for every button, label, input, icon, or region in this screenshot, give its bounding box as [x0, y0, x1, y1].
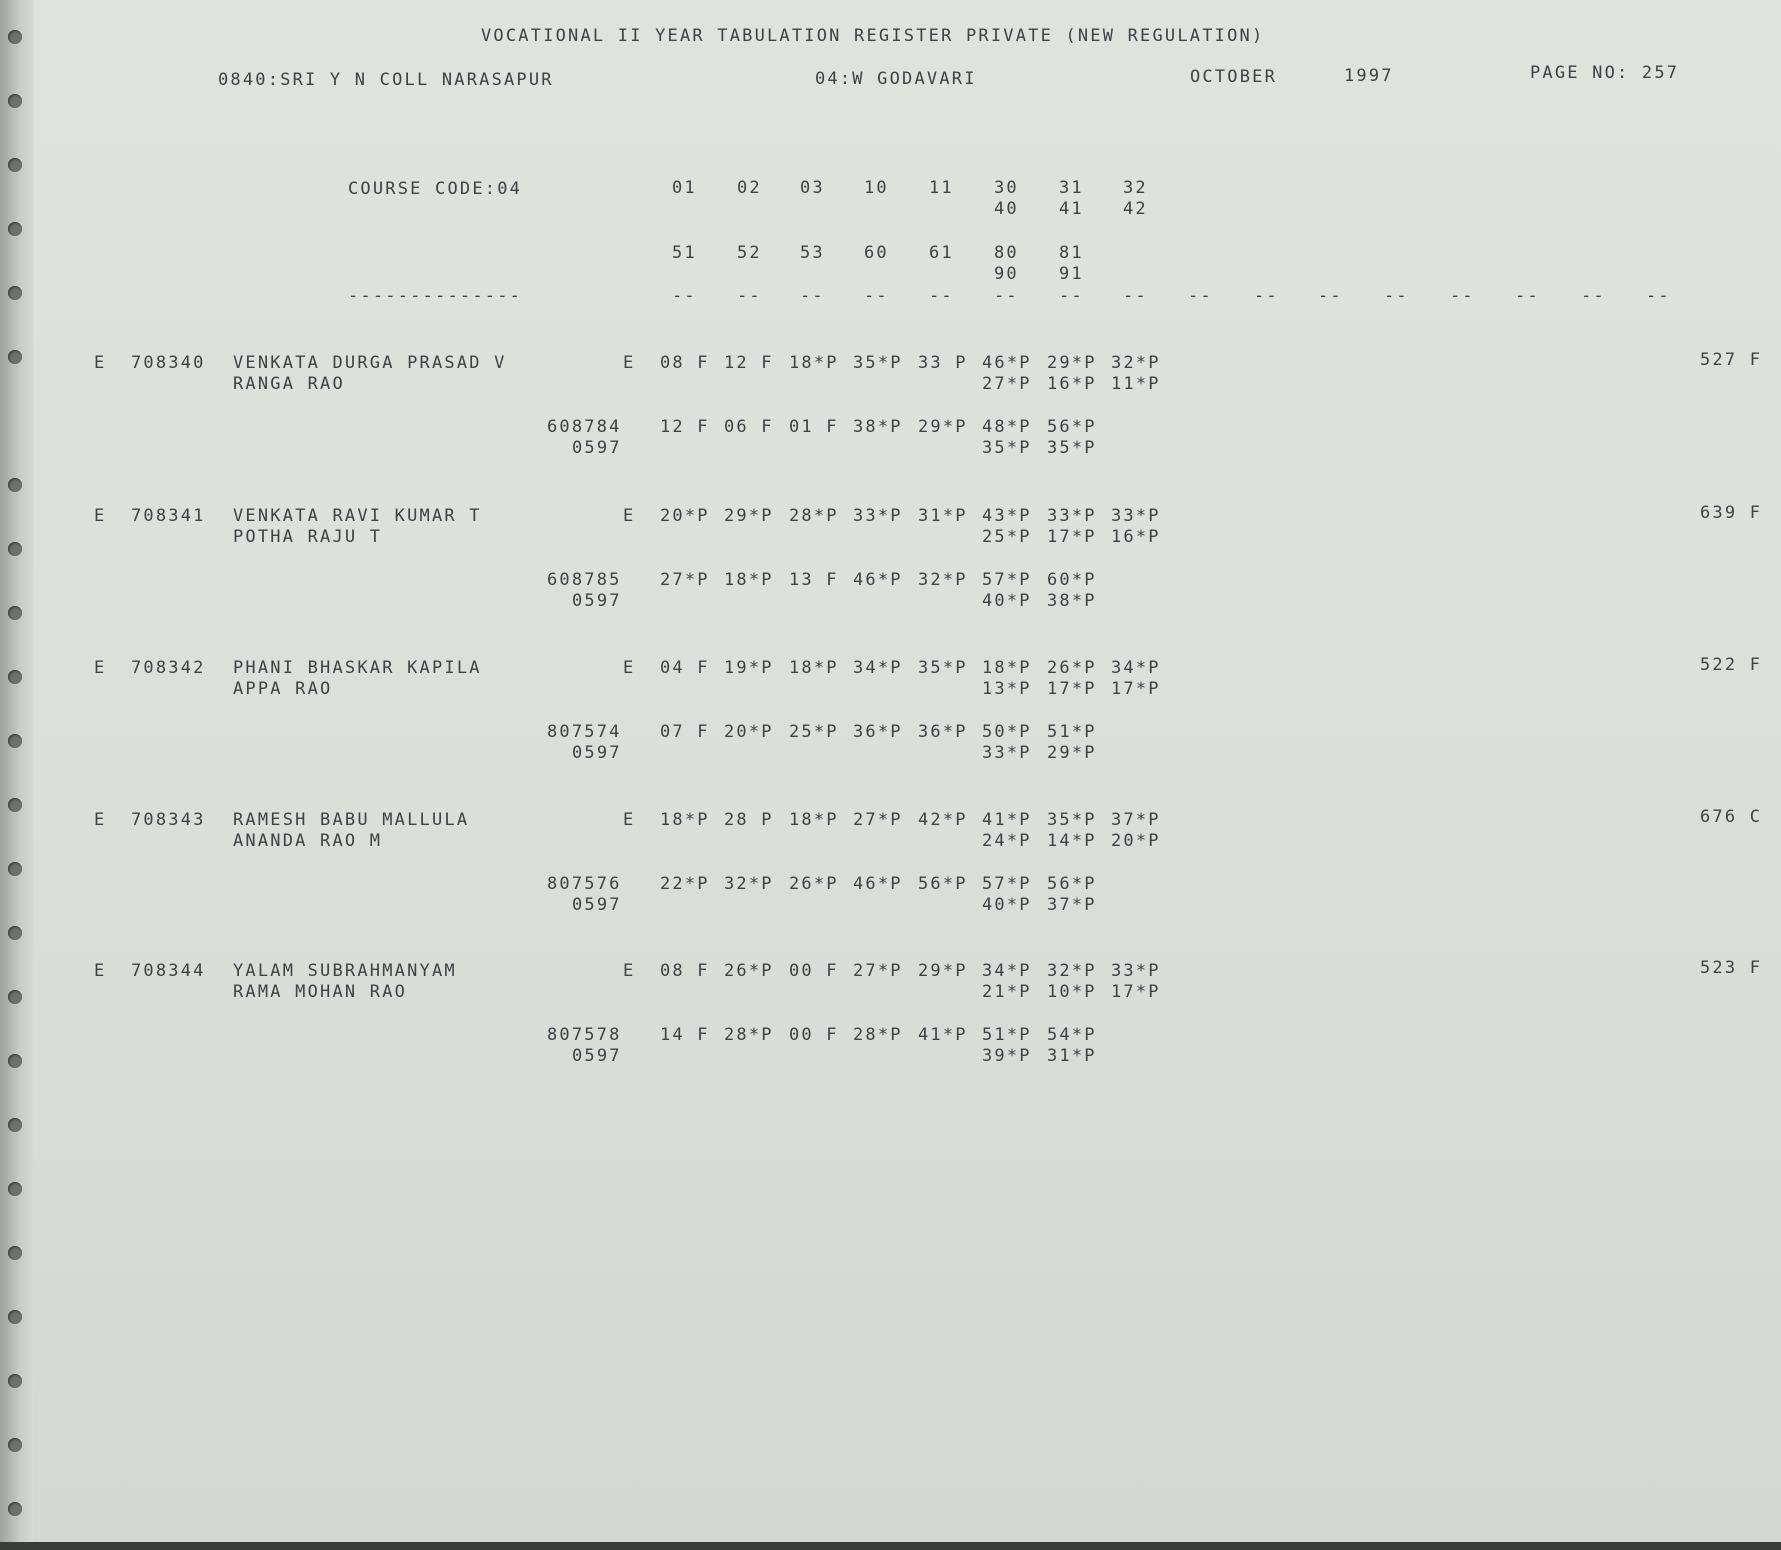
roll-number: 708341 [131, 506, 206, 526]
column-dash: -- [1254, 286, 1279, 306]
column-dash: -- [1384, 286, 1409, 306]
previous-subject-mark: 12 F [660, 417, 710, 437]
binding-hole [8, 350, 22, 364]
exam-code: E [623, 506, 636, 526]
previous-subject-mark: 18*P [724, 570, 774, 590]
binding-strip [0, 0, 34, 1550]
record-flag: E [94, 961, 107, 981]
father-name: ANANDA RAO M [233, 831, 383, 851]
previous-subject-mark: 22*P [660, 874, 710, 894]
binding-hole [8, 1246, 22, 1260]
previous-subject-mark: 57*P [982, 570, 1032, 590]
subject-mark: 29*P [918, 961, 968, 981]
subject-mark: 27*P [982, 374, 1032, 394]
previous-exam-date: 0597 [572, 895, 622, 915]
subject-mark: 33*P [1111, 961, 1161, 981]
previous-subject-mark: 50*P [982, 722, 1032, 742]
column-dash: -- [672, 286, 697, 306]
previous-subject-mark: 40*P [982, 895, 1032, 915]
record-flag: E [94, 810, 107, 830]
student-name: VENKATA RAVI KUMAR T [233, 506, 482, 526]
subject-mark: 25*P [982, 527, 1032, 547]
previous-subject-mark: 38*P [853, 417, 903, 437]
subject-mark: 04 F [660, 658, 710, 678]
page-bottom-edge [0, 1542, 1781, 1550]
subject-mark: 31*P [918, 506, 968, 526]
binding-hole [8, 222, 22, 236]
subject-mark: 00 F [789, 961, 839, 981]
subject-code: 52 [737, 243, 762, 263]
subject-mark: 10*P [1047, 982, 1097, 1002]
roll-number: 708344 [131, 961, 206, 981]
subject-code: 32 [1123, 178, 1148, 198]
subject-mark: 28 P [724, 810, 774, 830]
column-dash: -- [1515, 286, 1540, 306]
subject-mark: 27*P [853, 961, 903, 981]
previous-subject-mark: 14 F [660, 1025, 710, 1045]
record-flag: E [94, 506, 107, 526]
previous-exam-date: 0597 [572, 438, 622, 458]
previous-subject-mark: 56*P [1047, 874, 1097, 894]
binding-hole [8, 606, 22, 620]
previous-roll-number: 807574 [547, 722, 622, 742]
roll-number: 708340 [131, 353, 206, 373]
previous-subject-mark: 36*P [918, 722, 968, 742]
previous-subject-mark: 56*P [1047, 417, 1097, 437]
previous-subject-mark: 48*P [982, 417, 1032, 437]
total-and-result: 639 F [1700, 503, 1763, 523]
subject-code: 61 [929, 243, 954, 263]
subject-mark: 35*P [853, 353, 903, 373]
subject-mark: 32*P [1111, 353, 1161, 373]
subject-code: 90 [994, 264, 1019, 284]
previous-subject-mark: 46*P [853, 570, 903, 590]
subject-mark: 08 F [660, 353, 710, 373]
previous-subject-mark: 32*P [724, 874, 774, 894]
column-dash: -- [1318, 286, 1343, 306]
subject-mark: 26*P [724, 961, 774, 981]
subject-mark: 16*P [1047, 374, 1097, 394]
previous-subject-mark: 40*P [982, 591, 1032, 611]
subject-code: 02 [737, 178, 762, 198]
subject-mark: 34*P [853, 658, 903, 678]
previous-subject-mark: 07 F [660, 722, 710, 742]
record-flag: E [94, 658, 107, 678]
previous-subject-mark: 29*P [1047, 743, 1097, 763]
subject-mark: 18*P [789, 353, 839, 373]
subject-mark: 08 F [660, 961, 710, 981]
binding-hole [8, 158, 22, 172]
previous-subject-mark: 33*P [982, 743, 1032, 763]
previous-roll-number: 807578 [547, 1025, 622, 1045]
previous-subject-mark: 00 F [789, 1025, 839, 1045]
subject-code: 30 [994, 178, 1019, 198]
exam-code: E [623, 353, 636, 373]
previous-subject-mark: 46*P [853, 874, 903, 894]
subject-mark: 14*P [1047, 831, 1097, 851]
binding-hole [8, 1310, 22, 1324]
roll-number: 708342 [131, 658, 206, 678]
column-dash: -- [864, 286, 889, 306]
column-dash: -- [737, 286, 762, 306]
column-dash: -- [1123, 286, 1148, 306]
subject-mark: 34*P [1111, 658, 1161, 678]
subject-mark: 24*P [982, 831, 1032, 851]
subject-mark: 33 P [918, 353, 968, 373]
student-name: RAMESH BABU MALLULA [233, 810, 470, 830]
previous-subject-mark: 36*P [853, 722, 903, 742]
subject-mark: 34*P [982, 961, 1032, 981]
subject-mark: 32*P [1047, 961, 1097, 981]
previous-subject-mark: 31*P [1047, 1046, 1097, 1066]
previous-subject-mark: 20*P [724, 722, 774, 742]
previous-subject-mark: 35*P [982, 438, 1032, 458]
column-dash: -- [994, 286, 1019, 306]
subject-mark: 27*P [853, 810, 903, 830]
column-dash: -- [1646, 286, 1671, 306]
subject-code: 60 [864, 243, 889, 263]
column-dash: -- [1581, 286, 1606, 306]
subject-mark: 17*P [1111, 982, 1161, 1002]
column-dash: -- [929, 286, 954, 306]
district-name: 04:W GODAVARI [815, 69, 977, 89]
subject-mark: 12 F [724, 353, 774, 373]
total-and-result: 522 F [1700, 655, 1763, 675]
previous-subject-mark: 57*P [982, 874, 1032, 894]
previous-subject-mark: 51*P [1047, 722, 1097, 742]
previous-subject-mark: 06 F [724, 417, 774, 437]
student-name: YALAM SUBRAHMANYAM [233, 961, 457, 981]
previous-subject-mark: 29*P [918, 417, 968, 437]
column-dash: -- [800, 286, 825, 306]
subject-code: 03 [800, 178, 825, 198]
subject-mark: 28*P [789, 506, 839, 526]
subject-mark: 33*P [1111, 506, 1161, 526]
exam-code: E [623, 658, 636, 678]
binding-hole [8, 862, 22, 876]
subject-mark: 29*P [724, 506, 774, 526]
previous-subject-mark: 28*P [853, 1025, 903, 1045]
binding-hole [8, 798, 22, 812]
subject-mark: 21*P [982, 982, 1032, 1002]
father-name: APPA RAO [233, 679, 333, 699]
subject-code: 91 [1059, 264, 1084, 284]
binding-hole [8, 990, 22, 1004]
previous-roll-number: 608785 [547, 570, 622, 590]
binding-hole [8, 1182, 22, 1196]
subject-mark: 33*P [1047, 506, 1097, 526]
student-name: PHANI BHASKAR KAPILA [233, 658, 482, 678]
previous-subject-mark: 54*P [1047, 1025, 1097, 1045]
previous-subject-mark: 26*P [789, 874, 839, 894]
previous-subject-mark: 41*P [918, 1025, 968, 1045]
subject-code: 31 [1059, 178, 1084, 198]
binding-hole [8, 542, 22, 556]
previous-subject-mark: 60*P [1047, 570, 1097, 590]
subject-code: 40 [994, 199, 1019, 219]
previous-subject-mark: 27*P [660, 570, 710, 590]
register-title: VOCATIONAL II YEAR TABULATION REGISTER PRIVATE (NEW REGULATION) [481, 26, 1265, 46]
binding-hole [8, 1118, 22, 1132]
subject-mark: 42*P [918, 810, 968, 830]
subject-code: 11 [929, 178, 954, 198]
subject-mark: 43*P [982, 506, 1032, 526]
subject-code: 42 [1123, 199, 1148, 219]
subject-code: 01 [672, 178, 697, 198]
binding-hole [8, 670, 22, 684]
exam-year: 1997 [1344, 66, 1394, 86]
previous-roll-number: 807576 [547, 874, 622, 894]
previous-subject-mark: 51*P [982, 1025, 1032, 1045]
binding-hole [8, 286, 22, 300]
subject-mark: 26*P [1047, 658, 1097, 678]
subject-code: 53 [800, 243, 825, 263]
subject-mark: 17*P [1047, 527, 1097, 547]
subject-mark: 16*P [1111, 527, 1161, 547]
subject-code: 81 [1059, 243, 1084, 263]
previous-subject-mark: 32*P [918, 570, 968, 590]
previous-roll-number: 608784 [547, 417, 622, 437]
roll-number: 708343 [131, 810, 206, 830]
course-code-underline: -------------- [348, 286, 523, 306]
binding-hole [8, 734, 22, 748]
binding-hole [8, 1374, 22, 1388]
subject-mark: 18*P [982, 658, 1032, 678]
binding-hole [8, 1502, 22, 1516]
subject-code: 80 [994, 243, 1019, 263]
exam-code: E [623, 961, 636, 981]
binding-hole [8, 478, 22, 492]
subject-mark: 41*P [982, 810, 1032, 830]
subject-code: 41 [1059, 199, 1084, 219]
father-name: RANGA RAO [233, 374, 345, 394]
subject-mark: 37*P [1111, 810, 1161, 830]
subject-code: 51 [672, 243, 697, 263]
previous-subject-mark: 37*P [1047, 895, 1097, 915]
subject-mark: 17*P [1111, 679, 1161, 699]
subject-mark: 18*P [789, 810, 839, 830]
previous-subject-mark: 39*P [982, 1046, 1032, 1066]
subject-mark: 18*P [660, 810, 710, 830]
father-name: POTHA RAJU T [233, 527, 383, 547]
total-and-result: 527 F [1700, 350, 1763, 370]
column-dash: -- [1450, 286, 1475, 306]
column-dash: -- [1059, 286, 1084, 306]
total-and-result: 523 F [1700, 958, 1763, 978]
binding-hole [8, 94, 22, 108]
college-name: 0840:SRI Y N COLL NARASAPUR [218, 70, 554, 90]
binding-hole [8, 1438, 22, 1452]
previous-subject-mark: 35*P [1047, 438, 1097, 458]
column-dash: -- [1188, 286, 1213, 306]
previous-exam-date: 0597 [572, 591, 622, 611]
subject-mark: 17*P [1047, 679, 1097, 699]
subject-mark: 18*P [789, 658, 839, 678]
previous-exam-date: 0597 [572, 743, 622, 763]
subject-mark: 35*P [918, 658, 968, 678]
subject-mark: 20*P [1111, 831, 1161, 851]
exam-month: OCTOBER [1190, 67, 1278, 87]
previous-subject-mark: 01 F [789, 417, 839, 437]
father-name: RAMA MOHAN RAO [233, 982, 408, 1002]
subject-mark: 11*P [1111, 374, 1161, 394]
previous-subject-mark: 38*P [1047, 591, 1097, 611]
course-code-label: COURSE CODE:04 [348, 179, 523, 199]
previous-subject-mark: 25*P [789, 722, 839, 742]
previous-subject-mark: 13 F [789, 570, 839, 590]
page-number: PAGE NO: 257 [1530, 63, 1680, 83]
subject-mark: 46*P [982, 353, 1032, 373]
student-name: VENKATA DURGA PRASAD V [233, 353, 507, 373]
previous-exam-date: 0597 [572, 1046, 622, 1066]
subject-mark: 33*P [853, 506, 903, 526]
record-flag: E [94, 353, 107, 373]
binding-hole [8, 926, 22, 940]
subject-mark: 29*P [1047, 353, 1097, 373]
subject-mark: 20*P [660, 506, 710, 526]
subject-mark: 19*P [724, 658, 774, 678]
subject-mark: 35*P [1047, 810, 1097, 830]
subject-mark: 13*P [982, 679, 1032, 699]
previous-subject-mark: 28*P [724, 1025, 774, 1045]
exam-code: E [623, 810, 636, 830]
binding-hole [8, 1054, 22, 1068]
subject-code: 10 [864, 178, 889, 198]
previous-subject-mark: 56*P [918, 874, 968, 894]
total-and-result: 676 C [1700, 807, 1763, 827]
binding-hole [8, 30, 22, 44]
